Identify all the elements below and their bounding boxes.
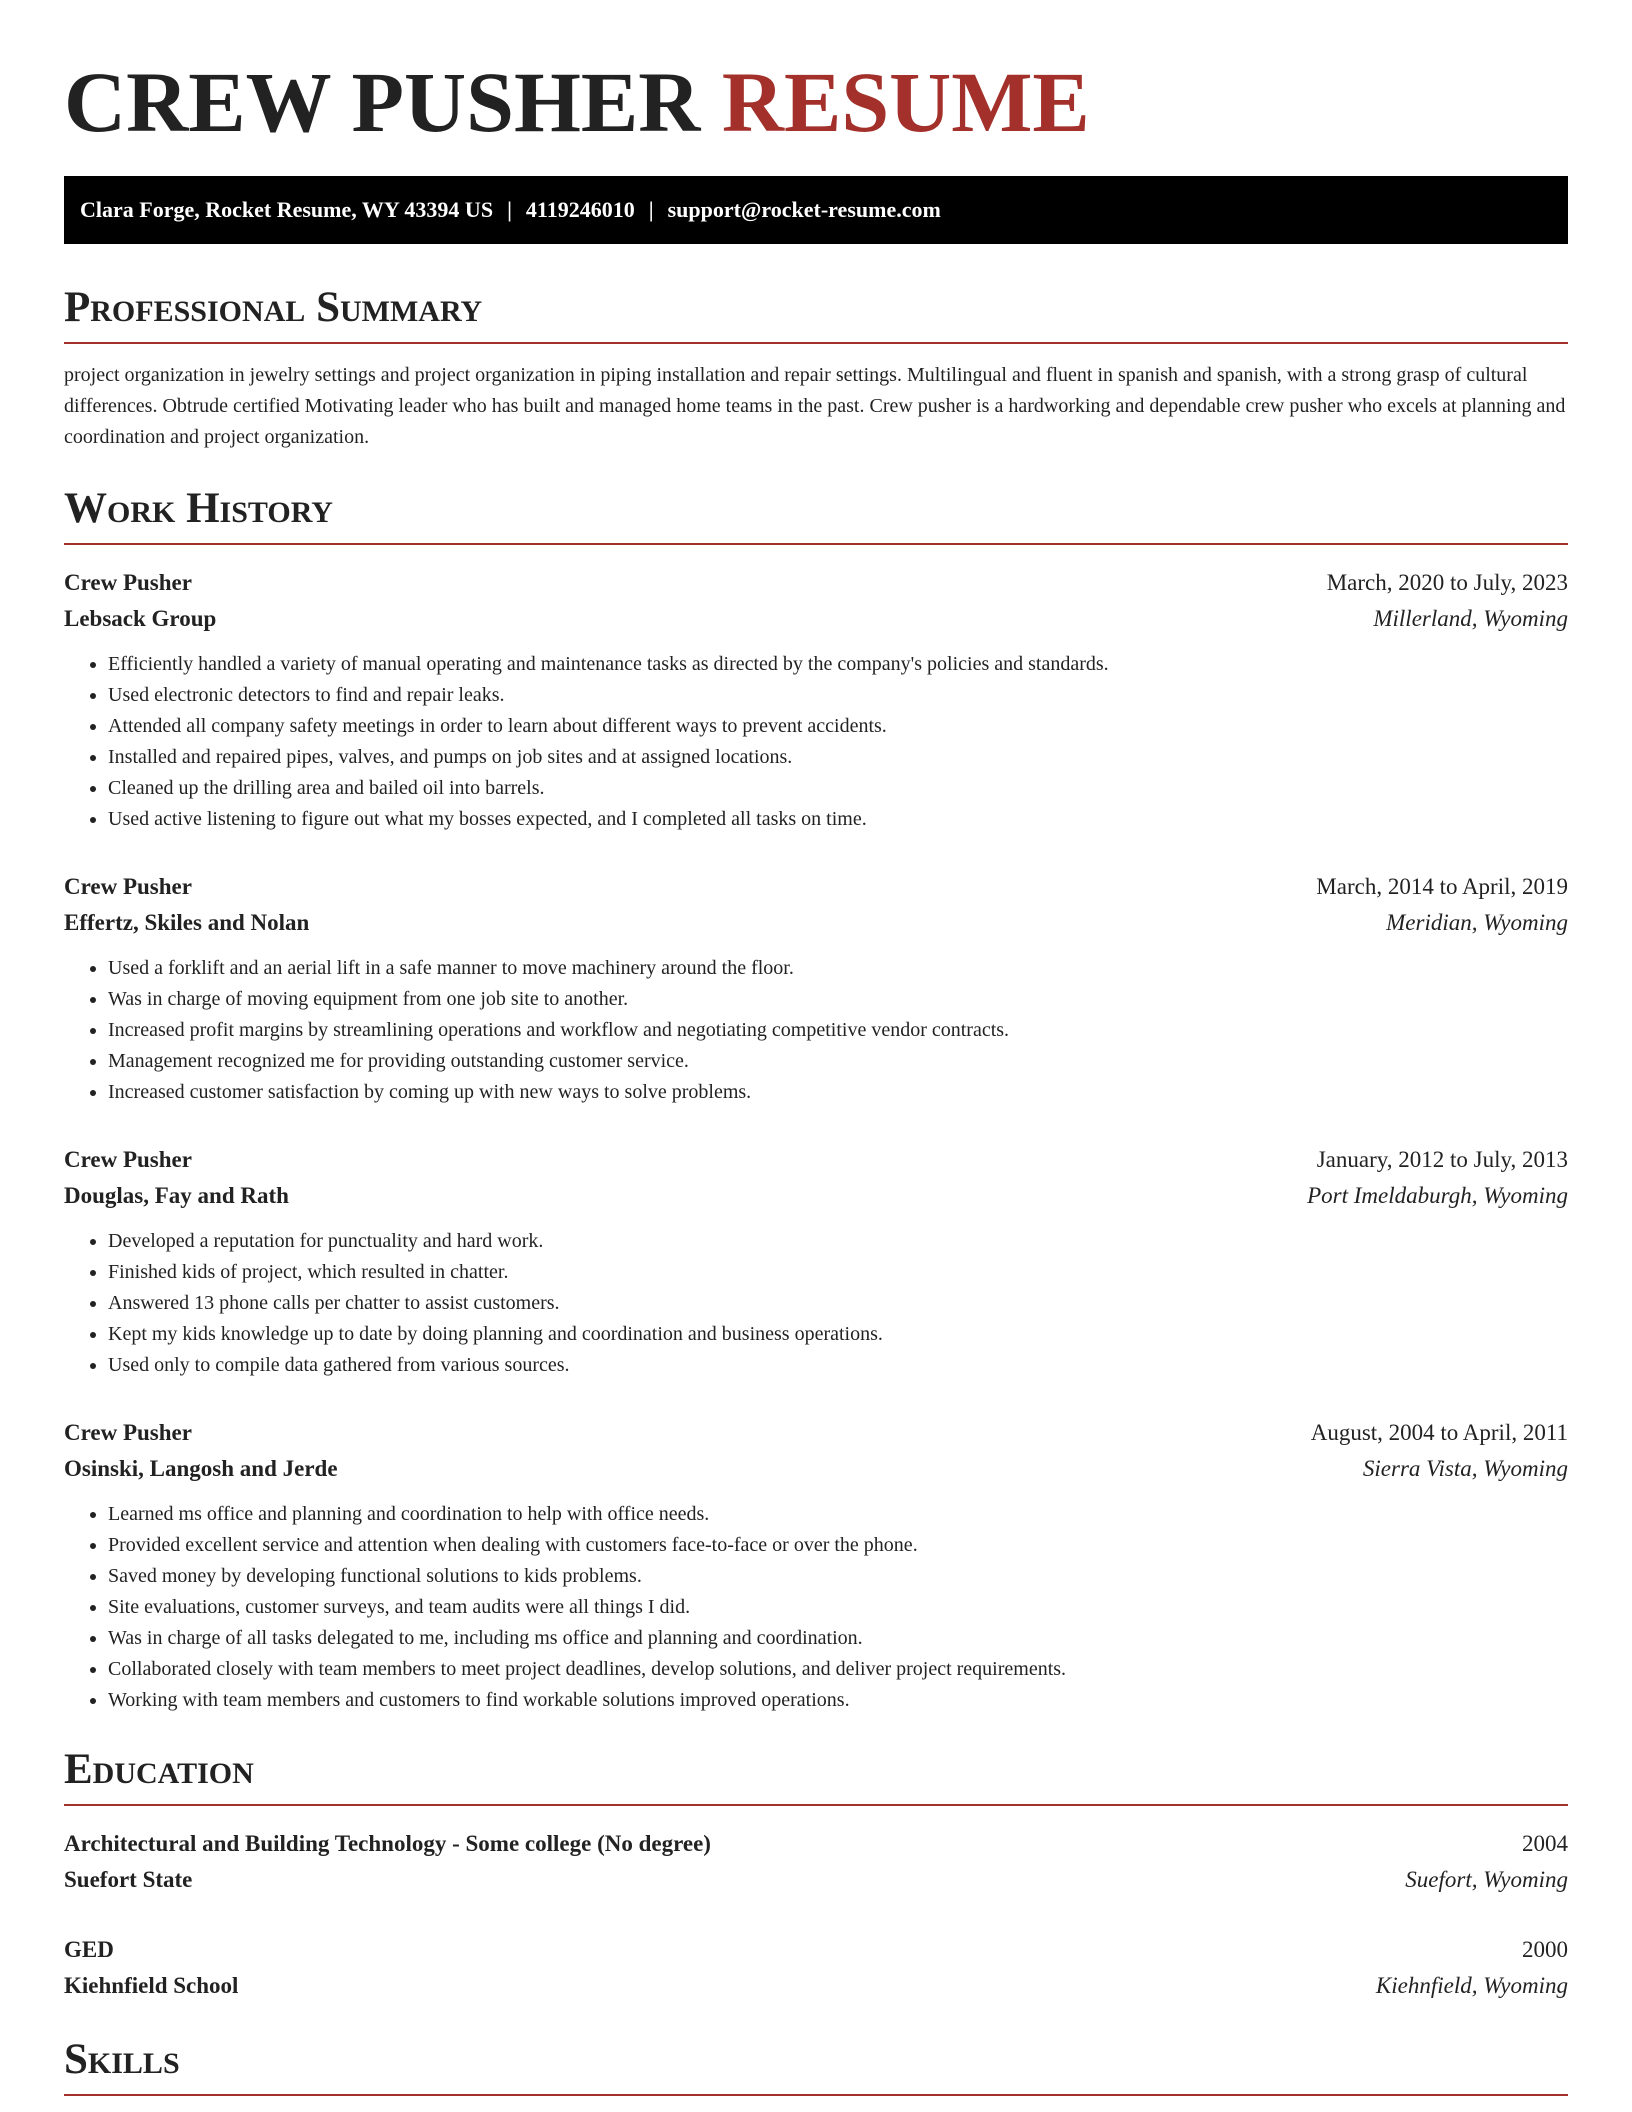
education-entry — [64, 1826, 1568, 1898]
job-dates: January, 2012 to July, 2013 — [1316, 1147, 1568, 1172]
education-degree: GED — [64, 1937, 114, 1962]
education-location: Kiehnfield, Wyoming — [1375, 1973, 1568, 1998]
job-bullet: • Efficiently handled a variety of manual operating and maintenance tasks as directed by the company's policies and standards. — [108, 649, 1568, 680]
job-bullet: • Answered 13 phone calls per chatter to assist customers. — [108, 1288, 1568, 1319]
job-company: Lebsack Group — [64, 606, 217, 631]
job-company-row — [64, 1178, 1568, 1214]
job-bullet: • Used only to compile data gathered from various sources. — [108, 1350, 1568, 1381]
job-dates: March, 2020 to July, 2023 — [1326, 570, 1568, 595]
job-bullet: • Increased profit margins by streamlining operations and workflow and negotiating competitive vendor contracts. — [108, 1015, 1568, 1046]
job-bullet: • Cleaned up the drilling area and bailed oil into barrels. — [108, 773, 1568, 804]
education-section — [64, 1744, 1568, 2004]
work-history-section — [64, 483, 1568, 1716]
job-bullet: • Attended all company safety meetings in order to learn about different ways to prevent accidents. — [108, 711, 1568, 742]
job-header-row — [64, 1415, 1568, 1451]
job-bullet: • Working with team members and customers to find workable solutions improved operations. — [108, 1685, 1568, 1716]
title-main: CREW PUSHER — [64, 54, 701, 150]
job-bullet: • Finished kids of project, which resulted in chatter. — [108, 1257, 1568, 1288]
contact-phone: 4119246010 — [525, 197, 635, 222]
job-company: Effertz, Skiles and Nolan — [64, 910, 310, 935]
job-title: Crew Pusher — [64, 1420, 192, 1445]
job-bullet: • Installed and repaired pipes, valves, and pumps on job sites and at assigned locations. — [108, 742, 1568, 773]
job-entry — [64, 565, 1568, 835]
job-dates: March, 2014 to April, 2019 — [1316, 874, 1568, 899]
job-bullet: • Provided excellent service and attention when dealing with customers face-to-face or over the phone. — [108, 1530, 1568, 1561]
job-bullet: • Increased customer satisfaction by coming up with new ways to solve problems. — [108, 1077, 1568, 1108]
job-company-row — [64, 1451, 1568, 1487]
job-dates: August, 2004 to April, 2011 — [1310, 1420, 1568, 1445]
job-title: Crew Pusher — [64, 1147, 192, 1172]
job-bullet: • Was in charge of moving equipment from one job site to another. — [108, 984, 1568, 1015]
job-company: Osinski, Langosh and Jerde — [64, 1456, 338, 1481]
section-heading-skills: Skills — [64, 2034, 1568, 2096]
job-header-row — [64, 1142, 1568, 1178]
job-bullets — [64, 1499, 1568, 1716]
section-heading-work: Work History — [64, 483, 1568, 545]
title-accent: RESUME — [721, 54, 1090, 150]
education-year: 2004 — [1522, 1831, 1568, 1856]
job-header-row — [64, 869, 1568, 905]
education-entry — [64, 1932, 1568, 2004]
education-school-row — [64, 1862, 1568, 1898]
job-bullet: • Collaborated closely with team members to meet project deadlines, develop solutions, and deliver project requirements. — [108, 1654, 1568, 1685]
job-bullet: • Learned ms office and planning and coordination to help with office needs. — [108, 1499, 1568, 1530]
job-entry — [64, 1142, 1568, 1381]
job-title: Crew Pusher — [64, 874, 192, 899]
job-company-row — [64, 905, 1568, 941]
job-header-row — [64, 565, 1568, 601]
education-year: 2000 — [1522, 1937, 1568, 1962]
education-header-row — [64, 1932, 1568, 1968]
job-location: Millerland, Wyoming — [1373, 606, 1568, 631]
contact-separator: | — [507, 197, 512, 222]
resume-title — [64, 52, 1568, 152]
job-bullet: • Kept my kids knowledge up to date by doing planning and coordination and business operations. — [108, 1319, 1568, 1350]
job-company-row — [64, 601, 1568, 637]
job-bullets — [64, 649, 1568, 835]
job-title: Crew Pusher — [64, 570, 192, 595]
job-bullet: • Used active listening to figure out what my bosses expected, and I completed all tasks on time. — [108, 804, 1568, 835]
education-school: Suefort State — [64, 1867, 193, 1892]
professional-summary-section — [64, 282, 1568, 453]
job-bullet: • Used a forklift and an aerial lift in a safe manner to move machinery around the floor. — [108, 953, 1568, 984]
job-bullet: • Used electronic detectors to find and repair leaks. — [108, 680, 1568, 711]
job-bullet: • Was in charge of all tasks delegated to me, including ms office and planning and coordination. — [108, 1623, 1568, 1654]
job-location: Port Imeldaburgh, Wyoming — [1307, 1183, 1568, 1208]
section-heading-summary: Professional Summary — [64, 282, 1568, 344]
section-heading-education: Education — [64, 1744, 1568, 1806]
job-company: Douglas, Fay and Rath — [64, 1183, 289, 1208]
resume-page — [64, 0, 1568, 2096]
education-school: Kiehnfield School — [64, 1973, 239, 1998]
contact-bar — [64, 176, 1568, 244]
job-bullets — [64, 953, 1568, 1108]
job-location: Sierra Vista, Wyoming — [1362, 1456, 1568, 1481]
summary-text: project organization in jewelry settings and project organization in piping installation and repair settings. Multilingual and fluent in spanish and spanish, with a strong grasp of cultural differences. Obtrude certified Motivating leader who has built and managed home teams in the past. Crew pusher is a hardworking and dependable crew pusher who excels at planning and coordination and project organization. — [64, 364, 1566, 448]
contact-email[interactable]: support@rocket-resume.com — [667, 197, 941, 222]
job-bullet: • Saved money by developing functional solutions to kids problems. — [108, 1561, 1568, 1592]
education-degree: Architectural and Building Technology - Some college (No degree) — [64, 1831, 711, 1856]
skills-section — [64, 2034, 1568, 2096]
contact-address: Clara Forge, Rocket Resume, WY 43394 US — [80, 197, 494, 222]
job-bullet: • Developed a reputation for punctuality and hard work. — [108, 1226, 1568, 1257]
job-bullets — [64, 1226, 1568, 1381]
job-entry — [64, 869, 1568, 1108]
job-entry — [64, 1415, 1568, 1716]
job-location: Meridian, Wyoming — [1386, 910, 1568, 935]
education-school-row — [64, 1968, 1568, 2004]
education-header-row — [64, 1826, 1568, 1862]
job-bullet: • Site evaluations, customer surveys, and team audits were all things I did. — [108, 1592, 1568, 1623]
job-bullet: • Management recognized me for providing outstanding customer service. — [108, 1046, 1568, 1077]
contact-separator: | — [648, 197, 654, 222]
education-location: Suefort, Wyoming — [1405, 1867, 1568, 1892]
